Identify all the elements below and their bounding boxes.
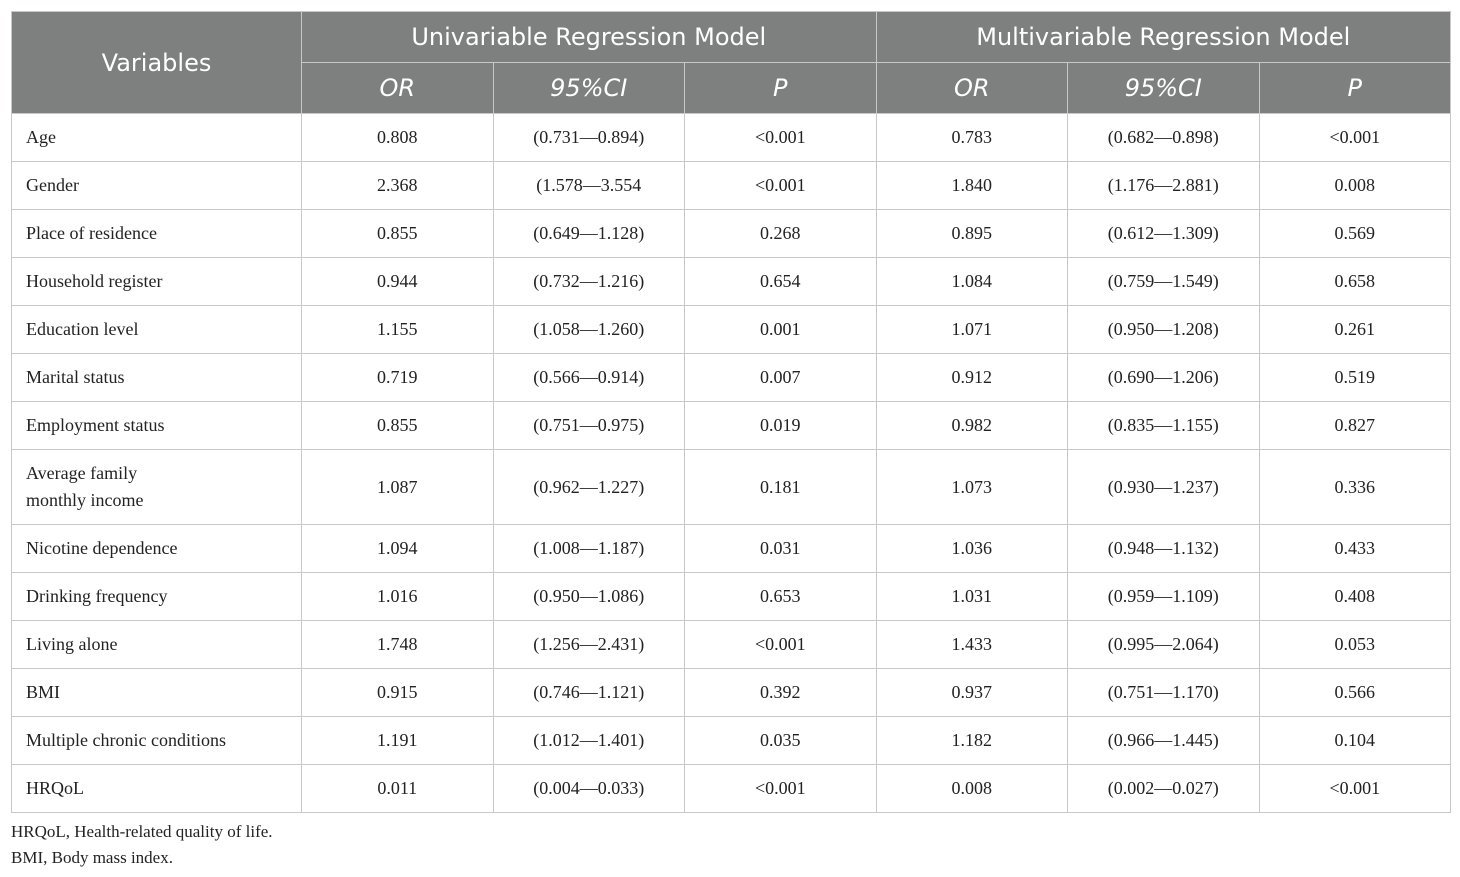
table-row [12,573,1451,621]
uni-ci-cell: (0.649—1.128) [493,210,685,258]
uni-p-cell: 0.035 [685,717,877,765]
uni-or-cell: 1.155 [302,306,494,354]
uni-p-header: P [685,63,877,114]
multi-p-cell: 0.008 [1259,162,1451,210]
multi-p-cell: 0.261 [1259,306,1451,354]
uni-ci-cell: (0.732—1.216) [493,258,685,306]
variable-cell: Education level [12,306,302,354]
variable-cell: Multiple chronic conditions [12,717,302,765]
multi-or-cell: 1.073 [876,450,1068,525]
univariable-group-header: Univariable Regression Model [302,12,877,63]
multi-or-cell: 1.031 [876,573,1068,621]
multi-ci-cell: (0.751—1.170) [1068,669,1260,717]
uni-ci-cell: (0.566—0.914) [493,354,685,402]
uni-ci-cell: (1.256—2.431) [493,621,685,669]
multi-p-cell: 0.569 [1259,210,1451,258]
uni-ci-header: 95%CI [493,63,685,114]
uni-or-cell: 0.915 [302,669,494,717]
multi-or-cell: 1.433 [876,621,1068,669]
multi-or-cell: 0.895 [876,210,1068,258]
table-row [12,402,1451,450]
multi-or-cell: 1.084 [876,258,1068,306]
uni-or-cell: 0.808 [302,114,494,162]
multi-ci-cell: (0.612—1.309) [1068,210,1260,258]
uni-p-cell: 0.181 [685,450,877,525]
uni-p-cell: <0.001 [685,621,877,669]
uni-or-cell: 2.368 [302,162,494,210]
multi-ci-cell: (0.966—1.445) [1068,717,1260,765]
uni-p-cell: 0.268 [685,210,877,258]
regression-table [11,11,1451,813]
multi-ci-header: 95%CI [1068,63,1260,114]
table-row [12,669,1451,717]
uni-ci-cell: (0.950—1.086) [493,573,685,621]
uni-or-cell: 1.191 [302,717,494,765]
uni-or-cell: 0.855 [302,210,494,258]
multi-or-cell: 1.182 [876,717,1068,765]
multi-p-cell: 0.433 [1259,525,1451,573]
multi-ci-cell: (1.176—2.881) [1068,162,1260,210]
multi-p-cell: 0.658 [1259,258,1451,306]
multi-ci-cell: (0.759—1.549) [1068,258,1260,306]
multivariable-group-header: Multivariable Regression Model [876,12,1451,63]
table-row [12,306,1451,354]
multi-p-cell: 0.104 [1259,717,1451,765]
multi-ci-cell: (0.002—0.027) [1068,765,1260,813]
multi-p-cell: 0.336 [1259,450,1451,525]
table-row [12,162,1451,210]
variable-line: Average family [26,463,138,483]
variable-cell: BMI [12,669,302,717]
table-header [12,12,1451,114]
variable-cell [12,450,302,525]
multi-ci-cell: (0.835—1.155) [1068,402,1260,450]
multi-p-cell: 0.566 [1259,669,1451,717]
uni-p-cell: 0.001 [685,306,877,354]
uni-or-cell: 1.094 [302,525,494,573]
uni-p-cell: 0.031 [685,525,877,573]
variable-cell: Gender [12,162,302,210]
multi-p-header: P [1259,63,1451,114]
multi-p-cell: 0.827 [1259,402,1451,450]
multi-p-cell: 0.408 [1259,573,1451,621]
uni-p-cell: <0.001 [685,765,877,813]
variable-line: monthly income [26,490,144,510]
variables-header: Variables [12,12,302,114]
multi-ci-cell: (0.682—0.898) [1068,114,1260,162]
uni-or-header: OR [302,63,494,114]
multi-or-cell: 0.982 [876,402,1068,450]
uni-or-cell: 0.719 [302,354,494,402]
multi-or-cell: 0.783 [876,114,1068,162]
uni-p-cell: <0.001 [685,114,877,162]
uni-ci-cell: (0.004—0.033) [493,765,685,813]
multi-or-cell: 1.071 [876,306,1068,354]
uni-p-cell: 0.007 [685,354,877,402]
uni-or-cell: 1.016 [302,573,494,621]
uni-ci-cell: (1.058—1.260) [493,306,685,354]
table-footnotes [11,819,273,871]
uni-p-cell: 0.654 [685,258,877,306]
multi-or-cell: 1.036 [876,525,1068,573]
variable-cell: Household register [12,258,302,306]
variable-cell: HRQoL [12,765,302,813]
uni-or-cell: 1.748 [302,621,494,669]
uni-or-cell: 0.944 [302,258,494,306]
multi-or-header: OR [876,63,1068,114]
footnote-hrqol: HRQoL, Health-related quality of life. [11,822,273,841]
table-row [12,765,1451,813]
multi-or-cell: 0.937 [876,669,1068,717]
multi-or-cell: 0.912 [876,354,1068,402]
multi-ci-cell: (0.948—1.132) [1068,525,1260,573]
table-row [12,525,1451,573]
multi-p-cell: 0.519 [1259,354,1451,402]
footnote-bmi: BMI, Body mass index. [11,848,173,867]
table-row [12,621,1451,669]
table-body [12,114,1451,813]
table-row [12,114,1451,162]
multi-ci-cell: (0.995—2.064) [1068,621,1260,669]
uni-ci-cell: (0.731—0.894) [493,114,685,162]
uni-ci-cell: (0.751—0.975) [493,402,685,450]
multi-ci-cell: (0.690—1.206) [1068,354,1260,402]
variable-cell: Employment status [12,402,302,450]
multi-or-cell: 1.840 [876,162,1068,210]
uni-or-cell: 0.855 [302,402,494,450]
uni-p-cell: <0.001 [685,162,877,210]
multi-ci-cell: (0.930—1.237) [1068,450,1260,525]
variable-cell: Place of residence [12,210,302,258]
uni-or-cell: 0.011 [302,765,494,813]
table-row [12,450,1451,525]
variable-cell: Age [12,114,302,162]
uni-ci-cell: (0.962—1.227) [493,450,685,525]
table-row [12,210,1451,258]
table-row [12,717,1451,765]
multi-p-cell: <0.001 [1259,765,1451,813]
uni-p-cell: 0.392 [685,669,877,717]
uni-ci-cell: (1.578—3.554 [493,162,685,210]
table-row [12,258,1451,306]
multi-or-cell: 0.008 [876,765,1068,813]
table-row [12,354,1451,402]
variable-cell: Living alone [12,621,302,669]
variable-cell: Nicotine dependence [12,525,302,573]
multi-p-cell: <0.001 [1259,114,1451,162]
variable-cell: Drinking frequency [12,573,302,621]
multi-p-cell: 0.053 [1259,621,1451,669]
uni-ci-cell: (1.012—1.401) [493,717,685,765]
uni-ci-cell: (1.008—1.187) [493,525,685,573]
multi-ci-cell: (0.959—1.109) [1068,573,1260,621]
uni-p-cell: 0.653 [685,573,877,621]
uni-ci-cell: (0.746—1.121) [493,669,685,717]
variable-cell: Marital status [12,354,302,402]
multi-ci-cell: (0.950—1.208) [1068,306,1260,354]
uni-p-cell: 0.019 [685,402,877,450]
uni-or-cell: 1.087 [302,450,494,525]
